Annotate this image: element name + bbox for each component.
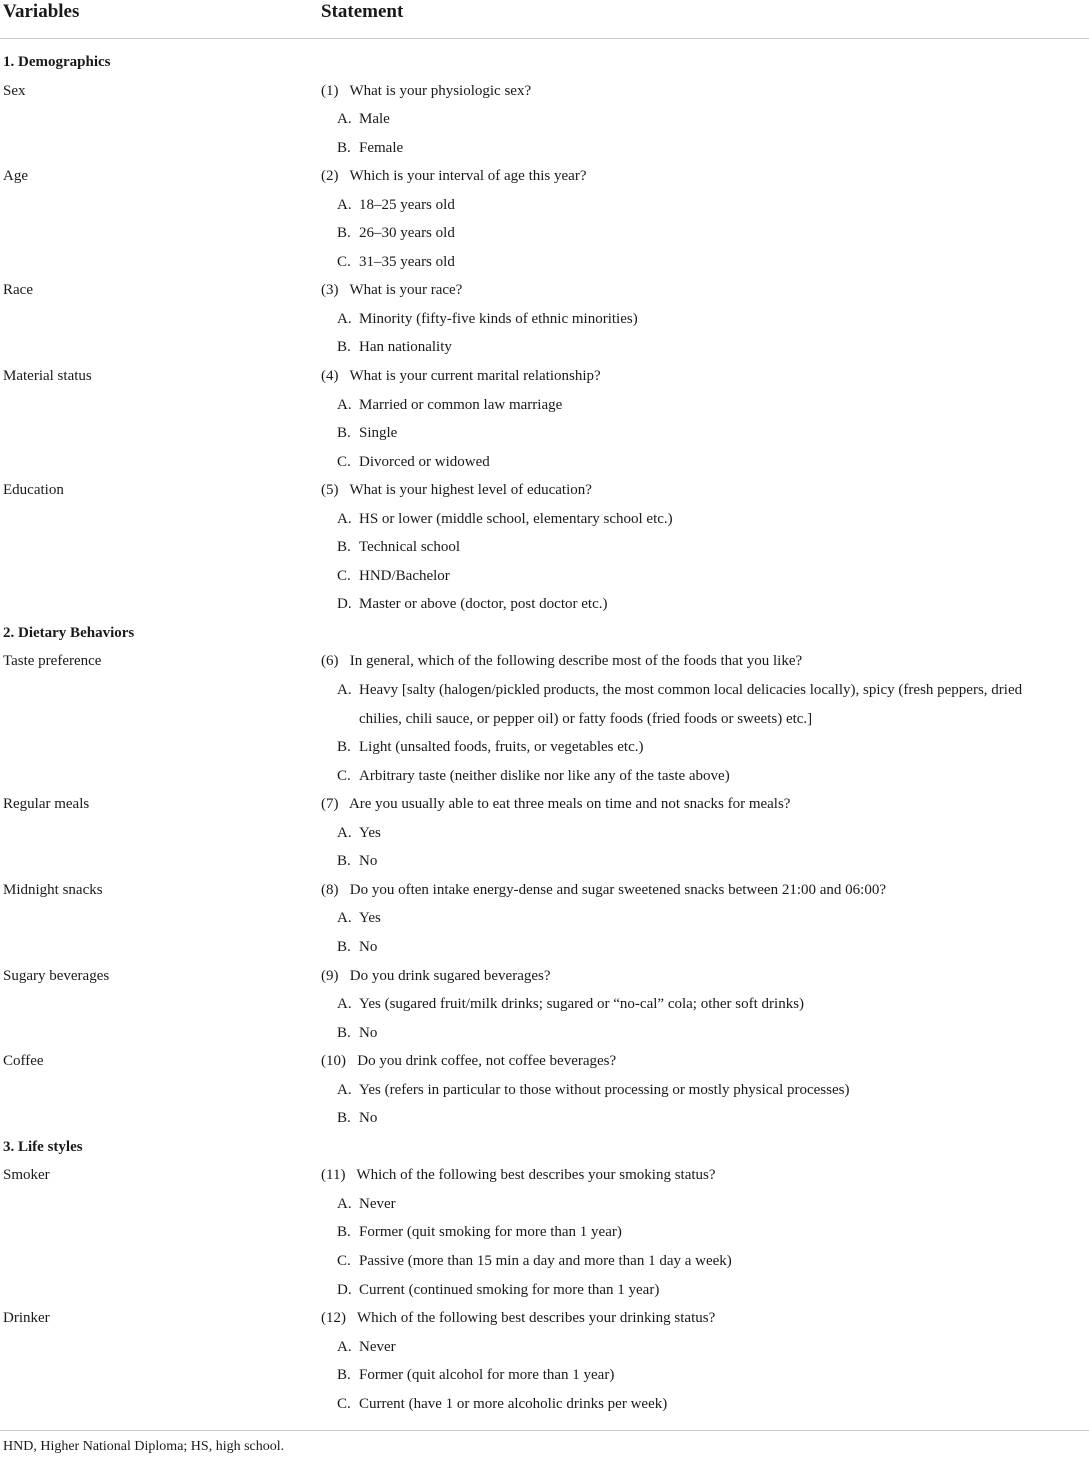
answer-option — [337, 419, 398, 448]
variable-name: Taste preference — [3, 653, 102, 670]
answer-option — [337, 1190, 396, 1219]
option-letter: D. — [337, 596, 352, 613]
option-text: Yes (refers in particular to those without processing or mostly physical processes) — [359, 1081, 850, 1098]
question-number: (1) — [321, 82, 339, 99]
question-row — [0, 876, 1089, 905]
option-text: Minority (fifty-five kinds of ethnic minorities) — [359, 310, 638, 327]
answer-option — [337, 333, 452, 362]
section-heading: 2. Dietary Behaviors — [3, 624, 135, 641]
answer-option — [337, 505, 673, 534]
option-text: Technical school — [359, 539, 460, 556]
option-letter: A. — [337, 824, 352, 841]
option-letter: A. — [337, 310, 352, 327]
question-number: (9) — [321, 967, 339, 984]
option-letter: C. — [337, 453, 351, 470]
answer-option — [337, 134, 404, 163]
option-letter: B. — [337, 938, 351, 955]
variable-name: Coffee — [3, 1053, 44, 1070]
question-statement — [321, 647, 802, 676]
table-header — [0, 0, 1089, 39]
question-number: (8) — [321, 881, 339, 898]
option-letter: A. — [337, 396, 352, 413]
answer-option — [337, 676, 1023, 727]
option-letter: B. — [337, 225, 351, 242]
question-row — [0, 1047, 1089, 1076]
option-text: Current (continued smoking for more than 1 year) — [359, 1281, 660, 1298]
question-number: (5) — [321, 482, 339, 499]
option-letter: B. — [337, 339, 351, 356]
answer-option — [337, 448, 490, 477]
option-letter: C. — [337, 1395, 351, 1412]
option-row — [0, 105, 1089, 134]
option-letter: A. — [337, 111, 352, 128]
question-text: Which is your interval of age this year? — [349, 168, 587, 185]
option-row — [0, 733, 1089, 762]
question-statement — [321, 162, 586, 191]
option-row — [0, 819, 1089, 848]
question-row — [0, 1161, 1089, 1190]
option-row — [0, 305, 1089, 334]
answer-option — [337, 1247, 732, 1276]
question-row — [0, 362, 1089, 391]
variable-name: Midnight snacks — [3, 881, 103, 898]
option-row — [0, 191, 1089, 220]
option-text: Married or common law marriage — [359, 396, 563, 413]
question-text: Which of the following best describes your smoking status? — [356, 1167, 716, 1184]
answer-option — [337, 1390, 668, 1419]
question-statement — [321, 790, 790, 819]
option-text: Yes (sugared fruit/milk drinks; sugared or “no-cal” cola; other soft drinks) — [359, 996, 805, 1013]
option-row — [0, 448, 1089, 477]
answer-option — [337, 1019, 378, 1048]
option-letter: B. — [337, 739, 351, 756]
question-row — [0, 962, 1089, 991]
question-statement — [321, 476, 592, 505]
question-number: (3) — [321, 282, 339, 299]
option-row — [0, 1390, 1089, 1419]
table-footnote: HND, Higher National Diploma; HS, high school. — [3, 1439, 285, 1454]
question-text: Do you drink coffee, not coffee beverages? — [357, 1053, 617, 1070]
question-text: Which of the following best describes your drinking status? — [356, 1310, 716, 1327]
question-statement — [321, 962, 551, 991]
question-text: Do you often intake energy-dense and sugar sweetened snacks between 21:00 and 06:00? — [349, 881, 886, 898]
option-row — [0, 762, 1089, 791]
question-text: What is your highest level of education? — [349, 482, 592, 499]
option-letter: D. — [337, 1281, 352, 1298]
question-number: (2) — [321, 168, 339, 185]
option-text: Never — [359, 1338, 396, 1355]
option-letter: C. — [337, 767, 351, 784]
question-number: (11) — [321, 1167, 346, 1184]
answer-option — [337, 990, 805, 1019]
option-letter: B. — [337, 1024, 351, 1041]
question-text: In general, which of the following describe most of the foods that you like? — [349, 653, 803, 670]
option-text: Light (unsalted foods, fruits, or vegetables etc.) — [359, 739, 644, 756]
answer-option — [337, 105, 390, 134]
question-text: What is your race? — [349, 282, 463, 299]
option-row — [0, 219, 1089, 248]
option-text: Passive (more than 15 min a day and more than 1 day a week) — [359, 1252, 732, 1269]
option-letter: B. — [337, 139, 351, 156]
variable-name: Sugary beverages — [3, 967, 110, 984]
option-text: Former (quit alcohol for more than 1 year) — [359, 1367, 615, 1384]
option-text: Yes — [359, 910, 381, 927]
option-letter: A. — [337, 510, 352, 527]
option-row — [0, 1019, 1089, 1048]
option-letter: B. — [337, 853, 351, 870]
option-row — [0, 990, 1089, 1019]
column-header-statement: Statement — [321, 1, 404, 22]
answer-option — [337, 762, 730, 791]
answer-option — [337, 533, 460, 562]
column-header-variables: Variables — [3, 1, 80, 22]
option-letter: B. — [337, 425, 351, 442]
option-text: Single — [359, 425, 398, 442]
answer-option — [337, 1333, 396, 1362]
option-text: No — [359, 938, 378, 955]
question-statement — [321, 1161, 716, 1190]
option-text: Arbitrary taste (neither dislike nor like any of the taste above) — [359, 767, 730, 784]
option-text: Male — [359, 111, 390, 128]
question-statement — [321, 876, 886, 905]
option-text: 31–35 years old — [359, 253, 455, 270]
option-row — [0, 134, 1089, 163]
question-number: (6) — [321, 653, 339, 670]
question-statement — [321, 1304, 715, 1333]
option-row — [0, 1218, 1089, 1247]
question-statement — [321, 362, 601, 391]
variable-name: Sex — [3, 82, 26, 99]
question-number: (12) — [321, 1310, 346, 1327]
answer-option — [337, 1361, 615, 1390]
answer-option — [337, 819, 381, 848]
section-row — [0, 619, 1089, 648]
option-letter: B. — [337, 1224, 351, 1241]
option-text: No — [359, 1110, 378, 1127]
option-letter: C. — [337, 253, 351, 270]
option-text: No — [359, 1024, 378, 1041]
variable-name: Regular meals — [3, 796, 90, 813]
question-row — [0, 77, 1089, 106]
option-text: Former (quit smoking for more than 1 year) — [359, 1224, 622, 1241]
option-letter: B. — [337, 539, 351, 556]
answer-option — [337, 847, 378, 876]
option-letter: A. — [337, 1338, 352, 1355]
variable-name: Education — [3, 482, 64, 499]
answer-option — [337, 1076, 850, 1105]
answer-option — [337, 305, 638, 334]
answer-option — [337, 219, 455, 248]
option-row — [0, 419, 1089, 448]
option-letter: A. — [337, 996, 352, 1013]
variable-name: Race — [3, 282, 33, 299]
option-letter: A. — [337, 196, 352, 213]
question-number: (4) — [321, 368, 339, 385]
question-number: (10) — [321, 1053, 346, 1070]
option-row — [0, 248, 1089, 277]
option-text: No — [359, 853, 378, 870]
variable-name: Drinker — [3, 1310, 50, 1327]
option-row — [0, 1361, 1089, 1390]
variable-name: Smoker — [3, 1167, 50, 1184]
option-text: Female — [359, 139, 404, 156]
option-text: Divorced or widowed — [359, 453, 490, 470]
option-letter: B. — [337, 1367, 351, 1384]
variable-name: Age — [3, 168, 28, 185]
option-row — [0, 1276, 1089, 1305]
question-text: Do you drink sugared beverages? — [349, 967, 551, 984]
option-text: HS or lower (middle school, elementary school etc.) — [359, 510, 673, 527]
option-letter: C. — [337, 1252, 351, 1269]
question-row — [0, 647, 1089, 676]
option-row — [0, 1333, 1089, 1362]
option-row — [0, 904, 1089, 933]
option-row — [0, 562, 1089, 591]
option-text: HND/Bachelor — [359, 567, 450, 584]
option-text: 26–30 years old — [359, 225, 455, 242]
option-row — [0, 533, 1089, 562]
option-row — [0, 1104, 1089, 1133]
option-text: Yes — [359, 824, 381, 841]
question-row — [0, 476, 1089, 505]
section-heading: 3. Life styles — [3, 1138, 83, 1155]
answer-option — [337, 391, 563, 420]
option-letter: A. — [337, 682, 352, 699]
option-letter: B. — [337, 1110, 351, 1127]
option-text: Han nationality — [359, 339, 452, 356]
option-row — [0, 505, 1089, 534]
option-letter: A. — [337, 910, 352, 927]
option-text: Master or above (doctor, post doctor etc.) — [359, 596, 608, 613]
option-row — [0, 847, 1089, 876]
option-row — [0, 1190, 1089, 1219]
question-row — [0, 1304, 1089, 1333]
answer-option — [337, 590, 608, 619]
option-text: 18–25 years old — [359, 196, 455, 213]
question-text: What is your physiologic sex? — [349, 82, 532, 99]
section-heading: 1. Demographics — [3, 54, 111, 70]
option-row — [0, 1247, 1089, 1276]
question-row — [0, 276, 1089, 305]
answer-option — [337, 248, 455, 277]
variable-name: Material status — [3, 368, 92, 385]
table-bottom-rule — [0, 1430, 1089, 1431]
option-text: Current (have 1 or more alcoholic drinks per week) — [359, 1395, 668, 1412]
option-row — [0, 590, 1089, 619]
answer-option — [337, 191, 455, 220]
table-body — [0, 48, 1089, 1418]
option-row — [0, 391, 1089, 420]
option-letter: A. — [337, 1195, 352, 1212]
question-number: (7) — [321, 796, 339, 813]
question-row — [0, 162, 1089, 191]
option-row — [0, 933, 1089, 962]
option-row — [0, 676, 1089, 733]
answer-option — [337, 562, 450, 591]
section-row — [0, 1133, 1089, 1162]
option-text: Never — [359, 1195, 396, 1212]
answer-option — [337, 1276, 660, 1305]
question-statement — [321, 1047, 616, 1076]
answer-option — [337, 733, 644, 762]
option-letter: A. — [337, 1081, 352, 1098]
answer-option — [337, 1104, 378, 1133]
option-text: Heavy [salty (halogen/pickled products, the most common local delicacies locally), spicy (fresh peppers, dried chilies, chili sauce, or pepper oil) or fatty foods (fried foods or sweets) etc.] — [359, 682, 1023, 727]
answer-option — [337, 933, 378, 962]
question-statement — [321, 276, 462, 305]
answer-option — [337, 904, 381, 933]
question-text: Are you usually able to eat three meals on time and not snacks for meals? — [348, 796, 791, 813]
option-row — [0, 333, 1089, 362]
section-row — [0, 48, 1089, 77]
answer-option — [337, 1218, 622, 1247]
option-letter: C. — [337, 567, 351, 584]
question-text: What is your current marital relationship? — [349, 368, 601, 385]
option-row — [0, 1076, 1089, 1105]
question-statement — [321, 77, 531, 106]
question-row — [0, 790, 1089, 819]
